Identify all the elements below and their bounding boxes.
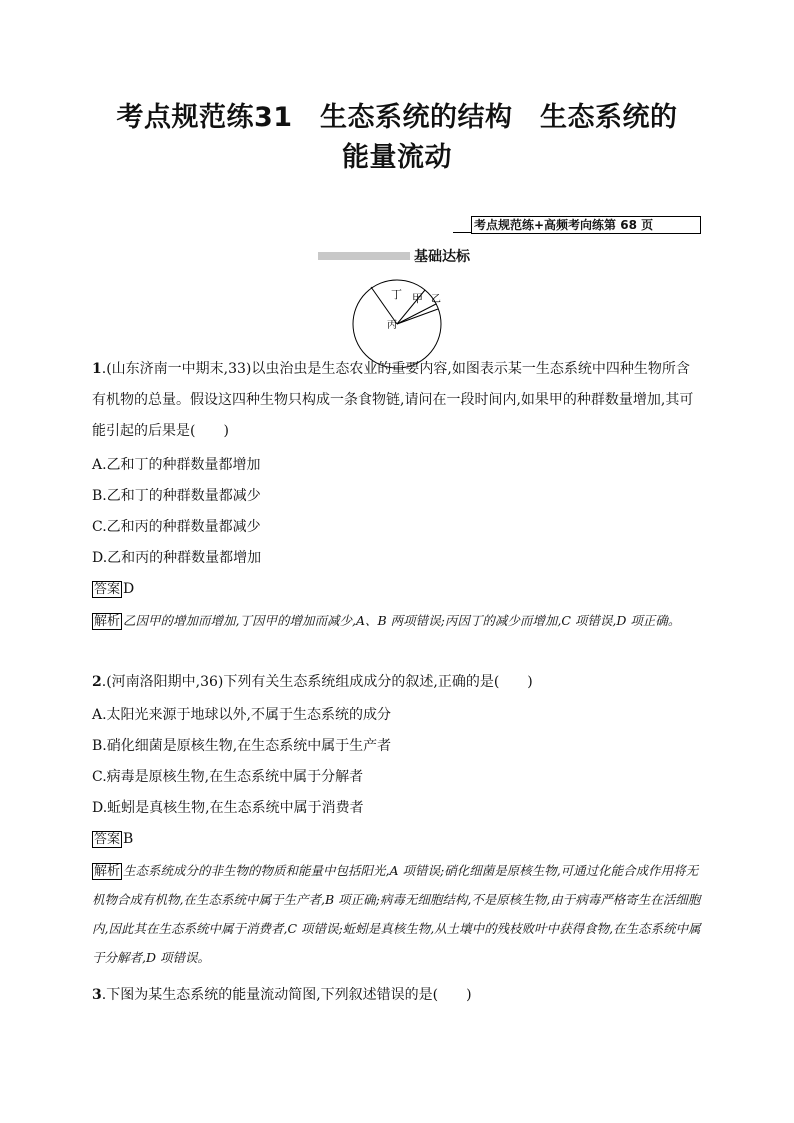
question-2 [92, 667, 702, 698]
question-text: .下图为某生态系统的能量流动简图,下列叙述错误的是( ) [101, 987, 472, 1003]
explanation-tag: 解析 [94, 864, 121, 879]
answer-tag: 答案 [94, 832, 121, 847]
question-number: 2 [92, 674, 102, 690]
explanation [92, 606, 702, 635]
page-reference-box: 考点规范练+高频考向练第 68 页 [471, 216, 701, 234]
option-a: A.太阳光来源于地球以外,不属于生态系统的成分 [92, 707, 392, 723]
question-number: 1 [92, 361, 102, 377]
answer-value: D [123, 581, 135, 597]
question-3 [92, 980, 702, 1011]
answer-line [92, 830, 133, 848]
option-b: B.硝化细菌是原核生物,在生态系统中属于生产者 [92, 738, 392, 754]
option-d: D.蚯蚓是真核生物,在生态系统中属于消费者 [92, 800, 364, 816]
question-text: .(山东济南一中期末,33)以虫治虫是生态农业的重要内容,如图表示某一生态系统中四种生物所含有机物的总量。假设这四种生物只构成一条食物链,请问在一段时间内,如果甲的种群数量增加,其可能引起的后果是( ) [92, 361, 694, 439]
pie-label-ding: 丁 [391, 288, 402, 301]
page-title: 考点规范练31 生态系统的结构 生态系统的 [116, 102, 678, 133]
answer-value: B [123, 831, 134, 847]
pie-label-yi: 乙 [431, 294, 441, 305]
explanation-text: 生态系统成分的非生物的物质和能量中包括阳光,A 项错误;硝化细菌是原核生物,可通过化能合成作用将无机物合成有机物,在生态系统中属于生产者,B 项正确;病毒无细胞结构,不是原核生物,由于病毒严格寄生在活细胞内,因此其在生态系统中属于消费者,C 项错误;蚯蚓是真核生物,从土壤中的残枝败叶中获得食物,在生态系统中属于分解者,D 项错误。 [92, 863, 701, 965]
answer-tag: 答案 [94, 582, 121, 597]
question-1 [92, 354, 702, 447]
option-c: C.乙和丙的种群数量都减少 [92, 519, 261, 535]
option-d: D.乙和丙的种群数量都增加 [92, 550, 262, 566]
option-b: B.乙和丁的种群数量都减少 [92, 488, 261, 504]
explanation-text: 乙因甲的增加而增加,丁因甲的增加而减少,A、B 两项错误;丙因丁的减少而增加,C 项错误,D 项正确。 [123, 613, 681, 628]
option-a: A.乙和丁的种群数量都增加 [92, 457, 261, 473]
answer-line [92, 580, 134, 598]
explanation [92, 856, 702, 972]
explanation-tag: 解析 [94, 614, 121, 629]
pie-divider-yi-a [397, 304, 436, 324]
section-heading: 基础达标 [414, 249, 470, 265]
page-title-continued: 能量流动 [342, 142, 452, 173]
question-number: 3 [92, 987, 102, 1003]
pie-label-bing: 丙 [387, 320, 397, 331]
option-c: C.病毒是原核生物,在生态系统中属于分解者 [92, 769, 364, 785]
pie-label-jia: 甲 [412, 292, 423, 305]
reference-leader-line [453, 232, 471, 233]
question-text: .(河南洛阳期中,36)下列有关生态系统组成成分的叙述,正确的是( ) [101, 674, 533, 690]
section-bar [318, 252, 410, 260]
